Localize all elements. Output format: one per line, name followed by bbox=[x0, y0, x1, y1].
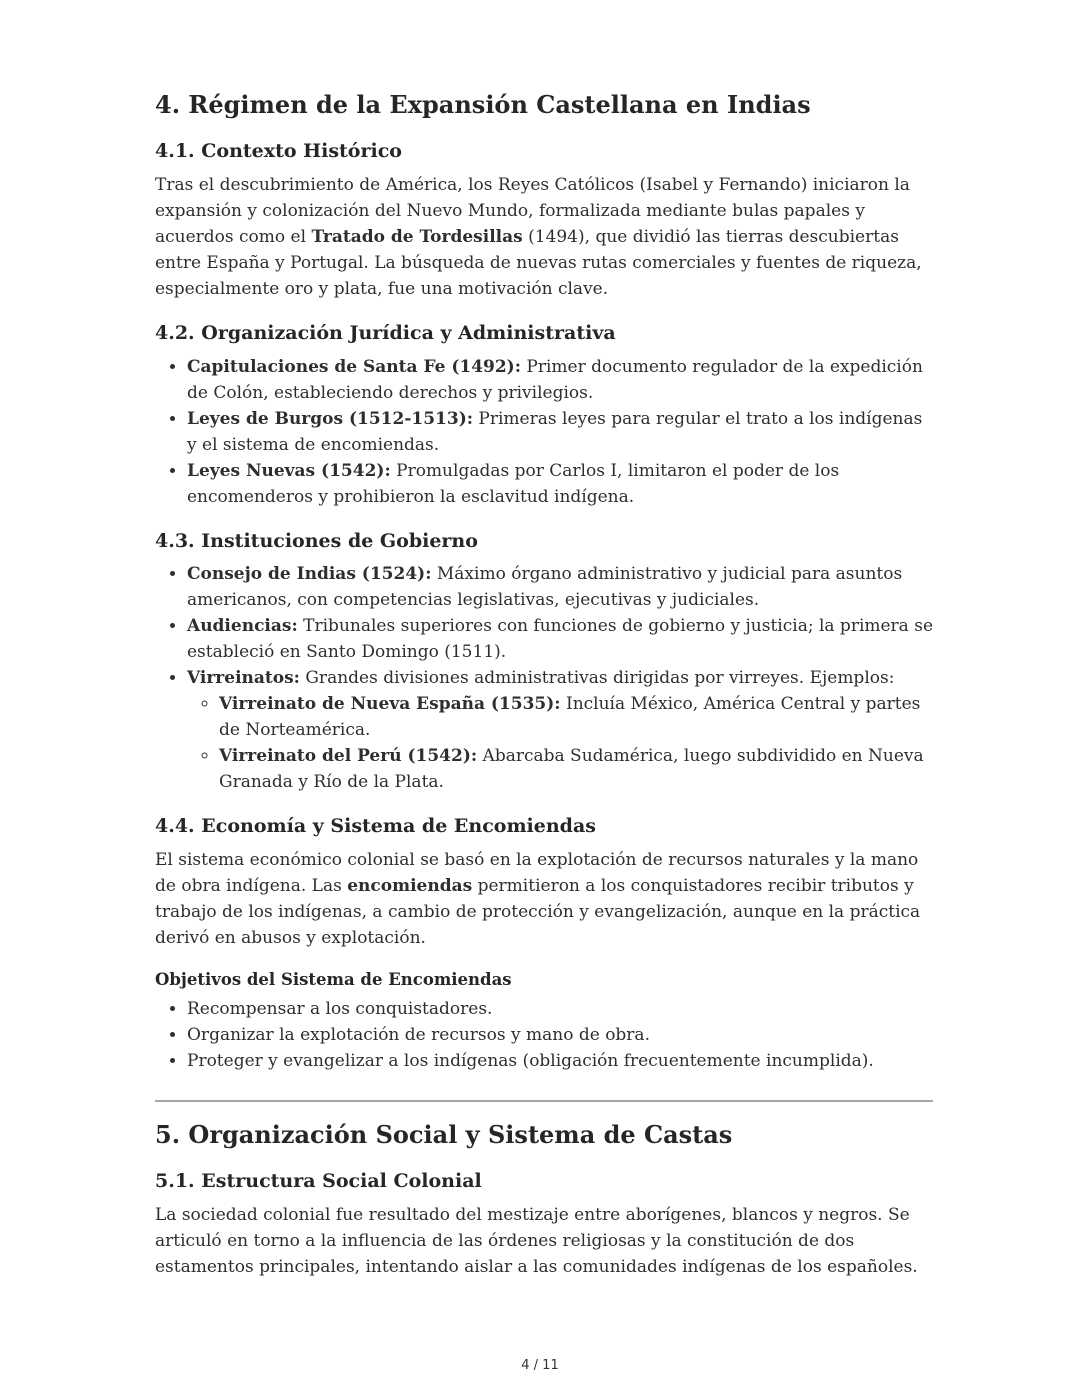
list-item: • Consejo de Indias (1524): Máximo órgano administrativo y judicial para asuntos americanos, con competencias legislativas, ejecutivas y judiciales. bbox=[187, 561, 933, 613]
section-divider bbox=[155, 1100, 933, 1102]
paragraph-contexto-historico: Tras el descubrimiento de América, los Reyes Católicos (Isabel y Fernando) iniciaron la expansión y colonización del Nuevo Mundo, formalizada mediante bulas papales y acuerdos como el Tratado de Tordesillas (1494), que dividió las tierras descubiertas entre España y Portugal. La búsqueda de nuevas rutas comerciales y fuentes de riqueza, especialmente oro y plata, fue una motivación clave. bbox=[155, 174, 922, 299]
nested-list-item: ◦ Virreinato del Perú (1542): Abarcaba Sudamérica, luego subdividido en Nueva Granada y Río de la Plata. bbox=[219, 743, 933, 795]
subsection-heading-5-1: 5.1. Estructura Social Colonial bbox=[155, 1170, 482, 1193]
list-organizacion-juridica bbox=[155, 354, 933, 510]
paragraph-economia-encomiendas: El sistema económico colonial se basó en la explotación de recursos naturales y la mano de obra indígena. Las encomiendas permitieron a los conquistadores recibir tributos y trabajo de los indígenas, a cambio de protección y evangelización, aunque en la práctica derivó en abusos y explotación. bbox=[155, 850, 921, 948]
page-footer bbox=[0, 1358, 1080, 1373]
nested-bullet-list bbox=[187, 691, 933, 795]
list-item: • Proteger y evangelizar a los indígenas (obligación frecuentemente incumplida). bbox=[187, 1048, 933, 1074]
subsection-heading-4-3: 4.3. Instituciones de Gobierno bbox=[155, 529, 478, 552]
subsection-heading-4-4: 4.4. Economía y Sistema de Encomiendas bbox=[155, 815, 596, 838]
list-item: • Organizar la explotación de recursos y mano de obra. bbox=[187, 1022, 933, 1048]
list-item: • Audiencias: Tribunales superiores con funciones de gobierno y justicia; la primera se estableció en Santo Domingo (1511). bbox=[187, 613, 933, 665]
list-item: • Leyes Nuevas (1542): Promulgadas por Carlos I, limitaron el poder de los encomenderos y prohibieron la esclavitud indígena. bbox=[187, 458, 933, 510]
subsection-heading-4-2: 4.2. Organización Jurídica y Administrativa bbox=[155, 321, 616, 344]
document-content bbox=[155, 90, 933, 1286]
list-objetivos-encomiendas bbox=[155, 996, 933, 1074]
list-instituciones-gobierno bbox=[155, 561, 933, 795]
nested-list-item: ◦ Virreinato de Nueva España (1535): Incluía México, América Central y partes de Norteamérica. bbox=[219, 691, 933, 743]
subsection-heading-4-1: 4.1. Contexto Histórico bbox=[155, 140, 402, 162]
list-item: • Recompensar a los conquistadores. bbox=[187, 996, 933, 1022]
section-heading-5: 5. Organización Social y Sistema de Castas bbox=[155, 1120, 733, 1150]
list-item: • Capitulaciones de Santa Fe (1492): Primer documento regulador de la expedición de Colón, estableciendo derechos y privilegios. bbox=[187, 354, 933, 406]
list-item: • Virreinatos: Grandes divisiones administrativas dirigidas por virreyes. Ejemplos: ◦ Virreinato de Nueva España (1535): Incluía México, América Central y partes de Norteamérica. ◦ Virreinato del Perú (1542): Abarcaba Sudamérica, luego subdividido en Nueva Granada y Río de la Plata. bbox=[187, 665, 933, 795]
section-heading-4: 4. Régimen de la Expansión Castellana en Indias bbox=[155, 90, 811, 119]
page-number-indicator: 4 / 11 bbox=[521, 1358, 559, 1373]
paragraph-estructura-social: La sociedad colonial fue resultado del mestizaje entre aborígenes, blancos y negros. Se articuló en torno a la influencia de las órdenes religiosas y la constitución de dos estamentos principales, intentando aislar a las comunidades indígenas de los españoles. bbox=[155, 1205, 918, 1278]
subheading-objetivos-encomiendas: Objetivos del Sistema de Encomiendas bbox=[155, 970, 512, 989]
list-item: • Leyes de Burgos (1512-1513): Primeras leyes para regular el trato a los indígenas y el sistema de encomiendas. bbox=[187, 406, 933, 458]
